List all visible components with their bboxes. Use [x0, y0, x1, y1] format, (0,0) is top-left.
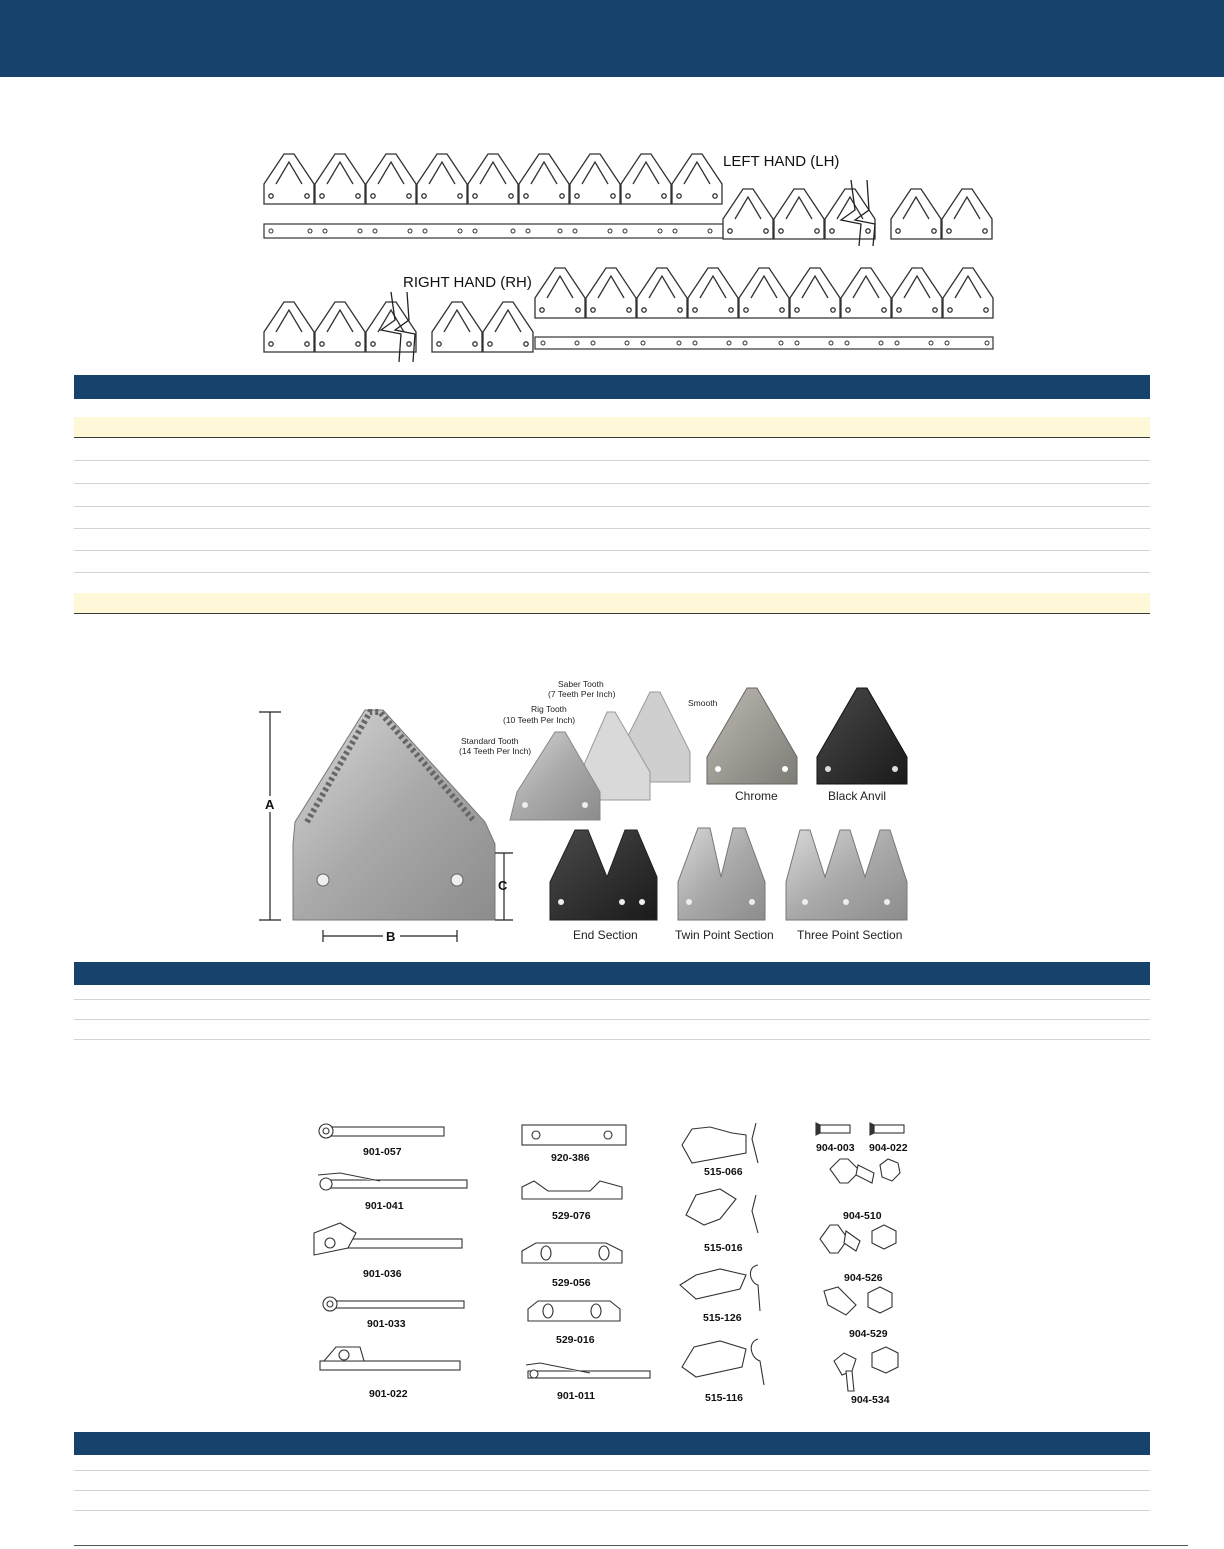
left-hand-label: LEFT HAND (LH): [723, 153, 840, 170]
part-901-022: 901-022: [369, 1388, 408, 1400]
part-515-126: 515-126: [703, 1312, 742, 1324]
lh-section-row: [264, 154, 722, 204]
part-904-510: 904-510: [843, 1210, 882, 1222]
table-row-rule: [74, 528, 1150, 529]
part-515-066: 515-066: [704, 1166, 743, 1178]
table-row-rule: [74, 506, 1150, 507]
standard-tooth-label: Standard Tooth: [461, 736, 519, 746]
table-highlight-row: [74, 417, 1150, 438]
chrome-label: Chrome: [735, 789, 778, 803]
part-529-056: 529-056: [552, 1277, 591, 1289]
part-901-057: 901-057: [363, 1146, 402, 1158]
table-row-rule: [74, 1039, 1150, 1040]
black-anvil-section-photo: [817, 688, 907, 784]
saber-tooth-sub: (7 Teeth Per Inch): [548, 689, 616, 699]
table-row-rule: [74, 460, 1150, 461]
section-types-figure: [255, 672, 925, 952]
standard-tooth-sub: (14 Teeth Per Inch): [459, 746, 532, 756]
section-bar-3: [74, 1432, 1150, 1455]
rig-tooth-label: Rig Tooth: [531, 704, 567, 714]
lh-lower-sections: [723, 189, 992, 239]
part-901-033: 901-033: [367, 1318, 406, 1330]
twin-point-section-label: Twin Point Section: [675, 928, 774, 942]
saber-tooth-label: Saber Tooth: [558, 679, 604, 689]
knife-parts-figure: [300, 1115, 920, 1415]
part-901-011: 901-011: [557, 1390, 595, 1402]
part-920-386: 920-386: [551, 1152, 590, 1164]
chrome-section-photo: [707, 688, 797, 784]
page-footer-rule: [74, 1545, 1188, 1546]
dim-c-label: C: [498, 878, 508, 893]
part-904-003: 904-003: [816, 1142, 855, 1154]
header-band: [0, 0, 1224, 77]
part-904-529: 904-529: [849, 1328, 888, 1340]
twin-point-section-photo: [678, 828, 765, 920]
part-901-036: 901-036: [363, 1268, 402, 1280]
part-904-022: 904-022: [869, 1142, 908, 1154]
dim-b-label: B: [386, 929, 396, 944]
three-point-section-photo: [786, 830, 907, 920]
part-529-016: 529-016: [556, 1334, 595, 1346]
rh-upper-sections: [535, 268, 993, 318]
part-515-016: 515-016: [704, 1242, 743, 1254]
rig-tooth-sub: (10 Teeth Per Inch): [503, 715, 576, 725]
table-row-rule: [74, 1490, 1150, 1491]
part-515-116: 515-116: [705, 1392, 743, 1404]
part-901-041: 901-041: [365, 1200, 404, 1212]
table-row-rule: [74, 1470, 1150, 1471]
end-section-label: End Section: [573, 928, 638, 942]
part-904-534: 904-534: [851, 1394, 890, 1406]
section-bar-1: [74, 375, 1150, 399]
three-point-section-label: Three Point Section: [797, 928, 903, 942]
table-row-rule: [74, 550, 1150, 551]
smooth-label: Smooth: [688, 698, 718, 708]
right-hand-label: RIGHT HAND (RH): [403, 274, 532, 291]
table-row-rule: [74, 483, 1150, 484]
table-row-rule: [74, 999, 1150, 1000]
part-904-526: 904-526: [844, 1272, 883, 1284]
black-anvil-label: Black Anvil: [828, 789, 887, 803]
dim-a-label: A: [265, 797, 275, 812]
table-row-rule: [74, 1510, 1150, 1511]
section-bar-2: [74, 962, 1150, 985]
table-row-rule: [74, 572, 1150, 573]
knife-assembly-diagram: [255, 140, 1005, 362]
table-highlight-row: [74, 593, 1150, 614]
end-section-photo: [550, 830, 657, 920]
part-529-076: 529-076: [552, 1210, 591, 1222]
table-row-rule: [74, 1019, 1150, 1020]
